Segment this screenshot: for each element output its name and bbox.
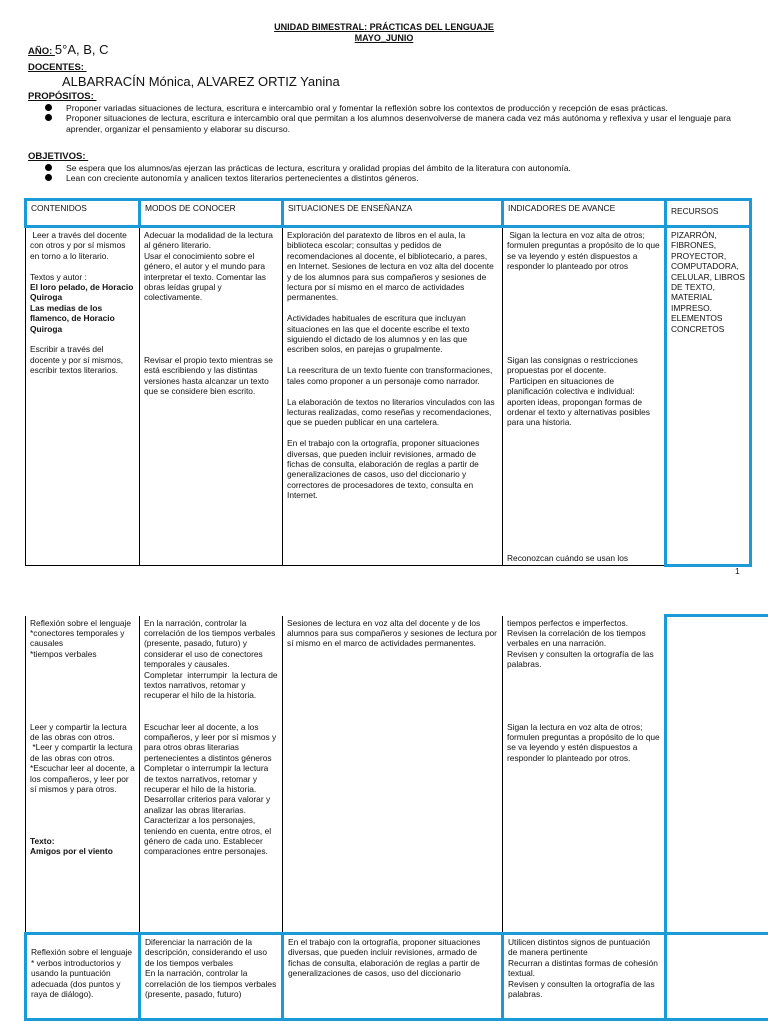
purposes-label: PROPÓSITOS: <box>28 91 97 102</box>
text-title-bold: Texto: Amigos por el viento <box>30 836 113 857</box>
table-row <box>26 934 768 1020</box>
page-2 <box>0 608 768 1024</box>
cell-modos: Adecuar la modalidad de la lectura al género literario. Usar el conocimiento sobre el género, el autor y el mundo para interpretar el texto. Comentar las obras leídas grupal y colectivamente. Revisar el propio texto mientras se está escribiendo y las distintas versiones hasta alcanzar un texto que se considere bien escrito. <box>140 227 283 566</box>
year-label: AÑO: <box>28 46 55 57</box>
cell-recursos: PIZARRÓN, FIBRONES, PROYECTOR, COMPUTADORA, CELULAR, LIBROS DE TEXTO, MATERIAL IMPRESO. ELEMENTOS CONCRETOS <box>666 227 751 566</box>
teachers-value: ALBARRACÍN Mónica, ALVAREZ ORTIZ Yanina <box>62 74 340 89</box>
header-contenidos: CONTENIDOS <box>26 200 140 227</box>
cell-situaciones: Exploración del paratexto de libros en el aula, la biblioteca escolar; consultas y pedidos de recomendaciones al docente, el bibliotecario, a pares, en Internet. Sesiones de lectura en voz alta del docente y de los alumnos para sus compañeros y sesiones de lectura por sí mismo en el marco de actividades permanentes. Actividades habituales de escritura que incluyan situaciones en las que el docente escribe el texto siguiendo el dictado de los alumnos y en las que escriben solos, en parejas o grupalmente. La reescritura de un texto fuente con transformaciones, tales como proponer a un personaje como narrador. La elaboración de textos no literarios vinculados con las lecturas realizadas, como reseñas y recomendaciones, que se pueden publicar en una cartelera. En el trabajo con la ortografía, proponer situaciones diversas, que pueden incluir revisiones, armado de fichas de consulta, elaboración de reglas a partir de generalizaciones de casos, uso del diccionario y correctores de procesadores de texto, consulta en Internet. <box>283 227 503 566</box>
cell-modos: En la narración, controlar la correlación de los tiempos verbales (presente, pasado, futuro) y considerar el uso de conectores temporales y causales. Completar interrumpir la lectura de textos narrativos, retomar y recuperar el hilo de la historia. Escuchar leer al docente, a los compañeros, y leer por sí mismos y para otros obras literarias pertenecientes a distintos géneros Completar o interrumpir la lectura de textos narrativos, retomar y recuperar el hilo de la historia. Desarrollar criterios para valorar y analizar las obras literarias. Caracterizar a los personajes, teniendo en cuenta, entre otros, el género de cada uno. Establecer comparaciones entre personajes. <box>140 616 283 934</box>
table-row <box>26 616 768 934</box>
year-line <box>28 42 109 57</box>
bullet-icon <box>45 164 52 171</box>
bullet-icon <box>45 104 52 111</box>
cell-recursos-empty <box>666 616 768 934</box>
purpose-item: Proponer variadas situaciones de lectura, escritura e intercambio oral y fomentar la reflexión sobre los contextos de producción y recepción de esas prácticas. <box>40 103 740 113</box>
bullet-icon <box>45 114 52 121</box>
objective-item: Lean con creciente autonomía y analicen textos literarios pertenecientes a distintos géneros. <box>40 173 740 183</box>
table-row <box>26 227 751 566</box>
cell-contenidos: Leer a través del docente con otros y por sí mismos en torno a lo literario. Textos y autor : El loro pelado, de Horacio Quiroga Las medias de los flamenco, de Horacio Quiroga Escribir a través del docente y por sí mismos, escribir textos literarios. <box>26 227 140 566</box>
objectives-label: OBJETIVOS: <box>28 151 89 162</box>
planning-table-page-2 <box>24 614 768 1021</box>
planning-table-page-1 <box>24 198 752 567</box>
table-header-row <box>26 200 751 227</box>
cell-contenidos: Reflexión sobre el lenguaje * verbos introductorios y usando la puntuación adecuada (dos puntos y raya de diálogo). <box>26 934 140 1020</box>
year-value: 5°A, B, C <box>54 42 109 57</box>
page-number: 1 <box>735 566 740 576</box>
header-recursos: RECURSOS <box>666 200 751 227</box>
purpose-item: Proponer situaciones de lectura, escritura e intercambio oral que permitan a los alumnos desenvolverse de manera cada vez más autónoma y reflexiva y usar el lenguaje para aprender, organizar el pensamiento y elaborar su discurso. <box>40 113 740 134</box>
bullet-icon <box>45 174 52 181</box>
cell-situaciones: En el trabajo con la ortografía, proponer situaciones diversas, que pueden incluir revisiones, armado de fichas de consulta, elaboración de reglas a partir de generalizaciones de casos, uso del diccionario <box>283 934 503 1020</box>
document-subtitle: MAYO_JUNIO <box>354 33 414 43</box>
cell-indicadores: Sigan la lectura en voz alta de otros; formulen preguntas a propósito de lo que se va leyendo y estén dispuestos a responder lo planteado por otros Sigan las consignas o restricciones propuestas por el docente. Participen en situaciones de planificación colectiva e individual: aporten ideas, propongan formas de ordenar el texto y alternativas posibles para una historia. Reconozcan cuándo se usan los <box>503 227 666 566</box>
document-title: UNIDAD BIMESTRAL: PRÁCTICAS DEL LENGUAJE <box>274 22 494 32</box>
cell-situaciones: Sesiones de lectura en voz alta del docente y de los alumnos para sus compañeros y sesiones de lectura por sí mismo en el marco de actividades permanentes. <box>283 616 503 934</box>
cell-contenidos: Reflexión sobre el lenguaje *conectores temporales y causales *tiempos verbales Leer y compartir la lectura de las obras con otros. *Leer y compartir la lectura de las obras con otros. *Escuchar leer al docente, a los compañeros, y leer por sí mismos y para otros. Texto: Amigos por el viento <box>26 616 140 934</box>
objective-item: Se espera que los alumnos/as ejerzan las prácticas de lectura, escritura y oralidad propias del ámbito de la literatura con autonomía. <box>40 163 740 173</box>
teachers-label: DOCENTES: <box>28 62 87 73</box>
objectives-list <box>40 163 740 184</box>
cell-recursos-empty <box>666 934 768 1020</box>
header-situaciones: SITUACIONES DE ENSEÑANZA <box>283 200 503 227</box>
header-modos: MODOS DE CONOCER <box>140 200 283 227</box>
header-indicadores: INDICADORES DE AVANCE <box>503 200 666 227</box>
texts-bold: El loro pelado, de Horacio Quiroga Las medias de los flamenco, de Horacio Quiroga <box>30 282 134 334</box>
cell-modos: Diferenciar la narración de la descripción, considerando el uso de los tiempos verbales En la narración, controlar la correlación de los tiempos verbales (presente, pasado, futuro) <box>140 934 283 1020</box>
cell-indicadores: tiempos perfectos e imperfectos. Revisen la correlación de los tiempos verbales en una narración. Revisen y consulten la ortografía de las palabras. Sigan la lectura en voz alta de otros; formulen preguntas a propósito de lo que se va leyendo y estén dispuestos a responder lo planteado por otros. <box>503 616 666 934</box>
cell-indicadores: Utilicen distintos signos de puntuación de manera pertinente Recurran a distintas formas de cohesión textual. Revisen y consulten la ortografía de las palabras. <box>503 934 666 1020</box>
purposes-list <box>40 103 740 134</box>
